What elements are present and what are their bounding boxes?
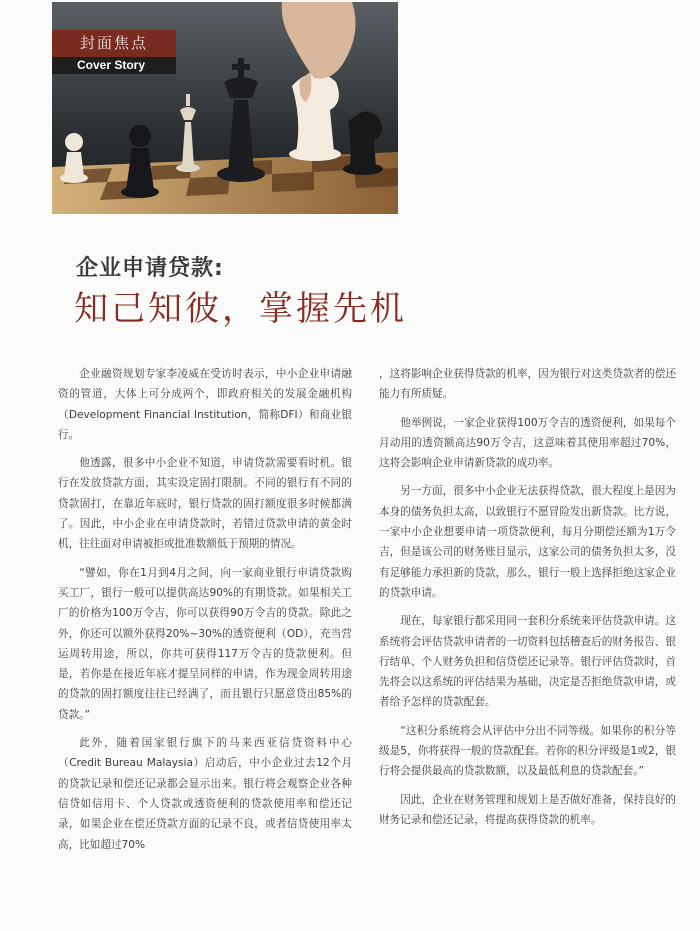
paragraph: 因此，企业在财务管理和规划上是否做好准备，保持良好的财务记录和偿还记录，将提高获得贷款的机率。 xyxy=(379,793,676,826)
section-tag xyxy=(52,30,176,74)
paragraph: 企业融资规划专家李凌威在受访时表示，中小企业申请融资的管道，大体上可分成两个，即政府相关的发展金融机构（Development Financial Institution，简称DFI）和商业银行。 xyxy=(58,368,352,441)
article-column-right xyxy=(379,364,676,838)
article-kicker: 企业申请贷款: xyxy=(76,256,224,281)
paragraph: “譬如，你在1月到4月之间，向一家商业银行申请贷款购买工厂，银行一般可以提供高达90%的有期贷款。如果相关工厂的价格为100万令吉，你可以获得90万令吉的贷款。除此之外，你还可以额外获得20%~30%的透资便利（OD），充当营运周转用途，所以，你共可获得117万令吉的贷款便利。但是，若你是在接近年底才提呈同样的申请，作为现金周转用途的贷款的固打额度往往已经满了，而且银行只愿意贷出85%的贷款。” xyxy=(58,566,352,721)
article-headline: 知己知彼，掌握先机 xyxy=(74,289,407,329)
paragraph: 此外，随着国家银行旗下的马来西亚信贷资料中心（Credit Bureau Malaysia）启动后，中小企业过去12个月的贷款记录和偿还记录都会显示出来。银行将会观察企业各种信贷如信用卡、个人贷款或透资便利的贷款使用率和偿还记录，如果企业在偿还贷款方面的记录不良，或者信贷使用率太高，比如超过70% xyxy=(58,737,352,851)
paragraph: 另一方面，很多中小企业无法获得贷款，很大程度上是因为本身的债务负担太高，以致银行不愿冒险发出新贷款。比方说，一家中小企业想要申请一项贷款便利，每月分期偿还额为1万令吉，但是该公司的财务账目显示，这家公司的债务负担太多，没有足够能力承担新的贷款，那么，银行一般上选择拒绝这家企业的贷款申请。 xyxy=(379,485,676,599)
paragraph: 他举例说，一家企业获得100万令吉的透资便利，如果每个月动用的透资额高达90万令吉，这意味着其使用率超过70%，这将会影响企业申请新贷款的成功率。 xyxy=(379,416,676,470)
section-label-cn: 封面焦点 xyxy=(52,30,176,57)
section-label-en: Cover Story xyxy=(52,57,176,74)
article-column-left xyxy=(58,364,352,863)
paragraph: ，这将影响企业获得贷款的机率，因为银行对这类贷款者的偿还能力有所质疑。 xyxy=(379,368,676,401)
paragraph: 他透露，很多中小企业不知道，申请贷款需要看时机。银行在发放贷款方面，其实设定固打限制。不同的银行有不同的贷款固打，在靠近年底时，银行贷款的固打额度很多时候都满了。因此，中小企业在申请贷款时，若错过贷款申请的黄金时机，往往面对申请被拒或批准数额低于预期的情况。 xyxy=(58,457,352,551)
paragraph: 现在，每家银行都采用同一套积分系统来评估贷款申请。这系统将会评估贷款申请者的一切资料包括稽查后的财务报告、银行结单、个人财务负担和信贷偿还记录等。银行评估贷款时，首先将会以这系统的评估结果为基础，决定是否拒绝贷款申请，或者给予怎样的贷款配套。 xyxy=(379,615,676,709)
paragraph: “这积分系统将会从评估中分出不同等级。如果你的积分等级是5，你将获得一般的贷款配套。若你的积分评级是1或2，银行将会提供最高的贷款数额，以及最低利息的贷款配套。” xyxy=(379,724,676,778)
